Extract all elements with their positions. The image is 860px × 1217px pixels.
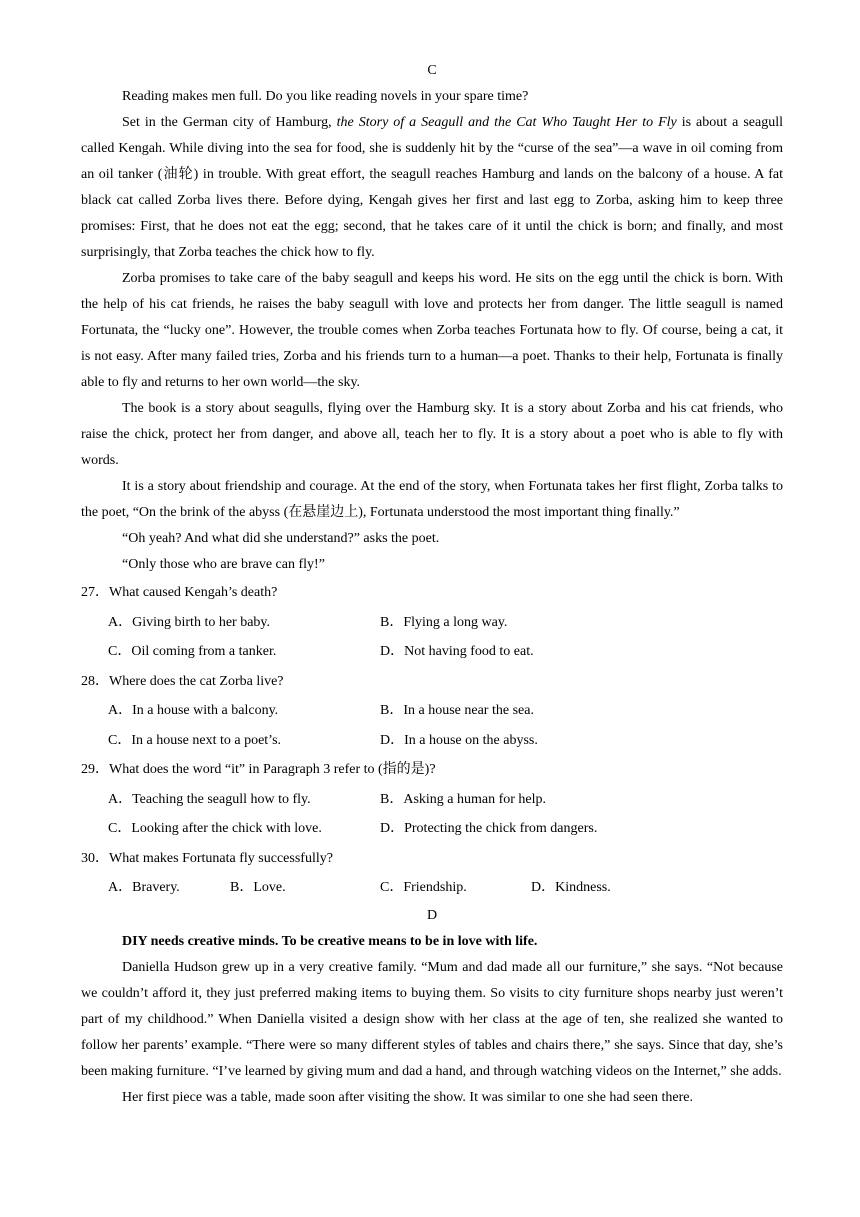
- options-row: [81, 608, 783, 638]
- option-a: A．Teaching the seagull how to fly.: [108, 791, 311, 807]
- passage-c-paragraph-5: It is a story about friendship and courage. At the end of the story, when Fortunata takes her first flight, Zorba talks to the poet, “On the brink of the abyss (在悬崖边上), Fortunata understood the most important thing finally.”: [81, 479, 783, 520]
- passage-c-paragraph-3: Zorba promises to take care of the baby seagull and keeps his word. He sits on the egg until the chick is born. With the help of his cat friends, he raises the baby seagull with love and protects her from danger. The little seagull is named Fortunata, the “lucky one”. However, the trouble comes when Zorba teaches Fortunata how to fly. Of course, being a cat, it is not easy. After many failed tries, Zorba and his friends turn to a human—a poet. Thanks to their help, Fortunata is finally able to fly and returns to her own world—the sky.: [81, 271, 783, 390]
- section-c-heading: C: [427, 63, 437, 78]
- option-c: C．Friendship.: [380, 880, 467, 895]
- options-row: [81, 873, 783, 903]
- passage-c-paragraph-1: Reading makes men full. Do you like reading novels in your spare time?: [122, 89, 529, 104]
- paragraph-text: Set in the German city of Hamburg,: [122, 115, 337, 130]
- question-29: [81, 755, 783, 844]
- passage-c-paragraph-4: The book is a story about seagulls, flying over the Hamburg sky. It is a story about Zorba and his cat friends, who raise the chick, protect her from danger, and above all, teach her to fly. It is a story about a poet who is able to fly with words.: [81, 401, 783, 468]
- option-b: B．In a house near the sea.: [380, 703, 534, 718]
- question-stem: 27．What caused Kengah’s death?: [81, 585, 278, 600]
- option-a: A．Bravery.: [108, 880, 180, 895]
- options-row: [81, 637, 783, 667]
- question-stem: 28．Where does the cat Zorba live?: [81, 673, 284, 689]
- option-b: B．Asking a human for help.: [380, 791, 547, 807]
- option-d: D．Kindness.: [531, 880, 611, 895]
- paragraph-text: is about a seagull called Kengah. While diving into the sea for food, she is suddenly hit by the “curse of the sea”—a wave in oil coming from an oil tanker (油轮) in trouble. With great effort, the seagull reaches Hamburg and lands on the balcony of a house. A fat black cat called Zorba lives there. Before dying, Kengah gives her first and last egg to Zorba, asking him to keep three promises: First, that he does not eat the egg; second, that he takes care of it until the chick is born; and finally, and most surprisingly, that Zorba teaches the chick how to fly.: [81, 115, 783, 260]
- option-c: C．In a house next to a poet’s.: [108, 732, 282, 748]
- option-c: C．Oil coming from a tanker.: [108, 644, 277, 659]
- option-c: C．Looking after the chick with love.: [108, 821, 322, 836]
- option-d: D．Not having food to eat.: [380, 644, 534, 659]
- question-27: [81, 578, 783, 667]
- question-stem: 30．What makes Fortunata fly successfully?: [81, 850, 333, 866]
- passage-d-title: DIY needs creative minds. To be creative means to be in love with life.: [122, 933, 538, 949]
- option-d: D．Protecting the chick from dangers.: [380, 821, 598, 836]
- option-d: D．In a house on the abyss.: [380, 732, 538, 748]
- options-row: [81, 785, 783, 815]
- question-30: [81, 844, 783, 903]
- passage-c-paragraph-7: “Only those who are brave can fly!”: [122, 557, 325, 572]
- option-a: A．Giving birth to her baby.: [108, 614, 271, 630]
- options-row: [81, 726, 783, 756]
- question-28: [81, 667, 783, 756]
- book-title: the Story of a Seagull and the Cat Who Taught Her to Fly: [336, 115, 677, 130]
- passage-d-paragraph-1: Daniella Hudson grew up in a very creative family. “Mum and dad made all our furniture,” she says. “Not because we couldn’t afford it, they just preferred making items to buying them. So visits to city furniture shops nearby just weren’t part of my childhood.” When Daniella visited a design show with her class at the age of ten, she realized she wanted to follow her parents’ example. “There were so many different styles of tables and chairs there,” she says. Since that day, she’s been making furniture. “I’ve learned by giving mum and dad a hand, and through watching videos on the Internet,” she adds.: [81, 959, 783, 1079]
- option-b: B．Love.: [230, 880, 286, 895]
- passage-c-paragraph-6: “Oh yeah? And what did she understand?” asks the poet.: [122, 531, 440, 546]
- section-d-heading: D: [426, 907, 438, 923]
- options-row: [81, 814, 783, 844]
- question-stem: 29．What does the word “it” in Paragraph 3 refer to (指的是)?: [81, 762, 436, 777]
- option-a: A．In a house with a balcony.: [108, 703, 279, 718]
- option-b: B．Flying a long way.: [380, 614, 508, 630]
- document-page: [81, 58, 783, 1111]
- options-row: [81, 696, 783, 726]
- passage-c-paragraph-2: [81, 110, 783, 266]
- passage-d-paragraph-2: Her first piece was a table, made soon after visiting the show. It was similar to one she had seen there.: [122, 1089, 693, 1105]
